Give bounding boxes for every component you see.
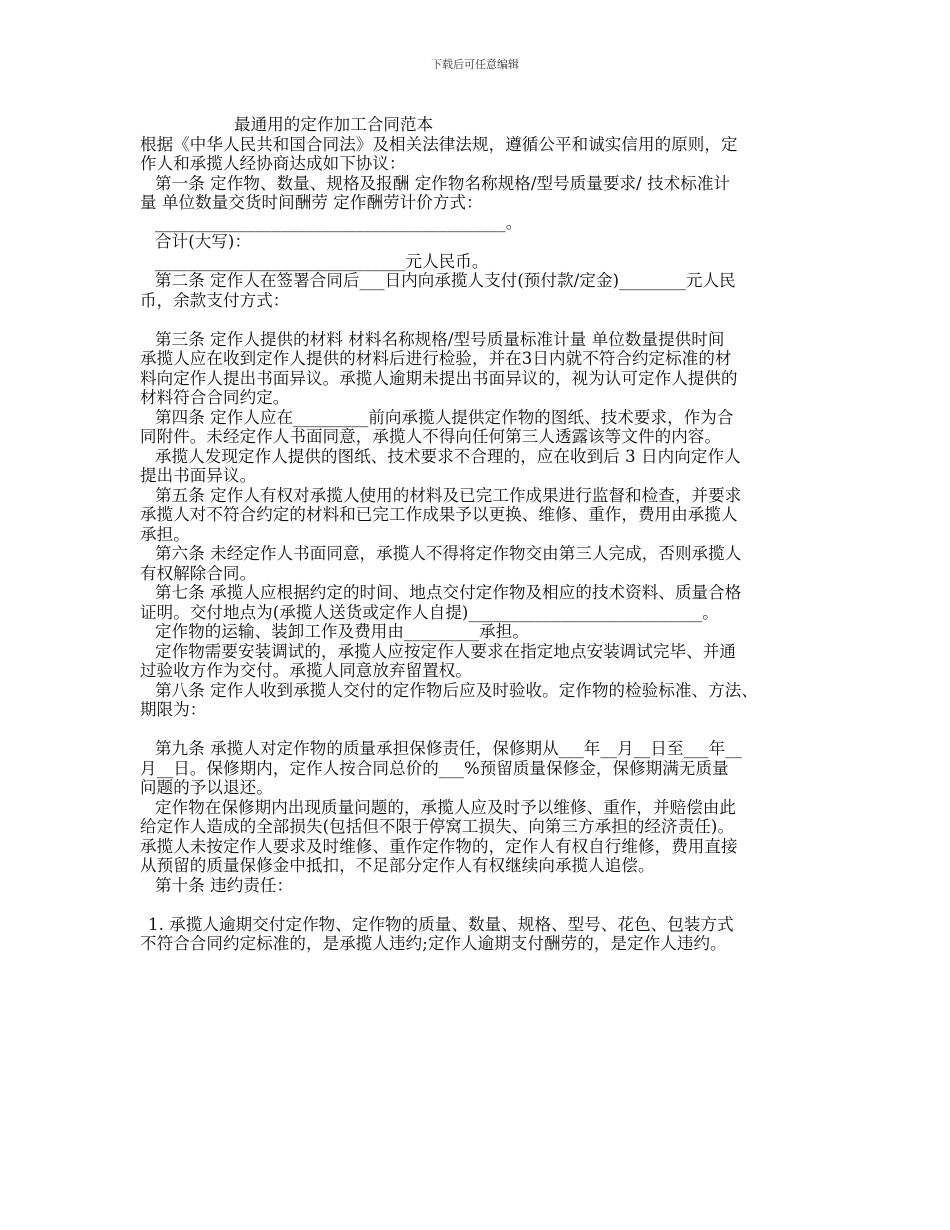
document-body (140, 115, 830, 954)
text-line: 材料符合合同约定。 (140, 388, 290, 407)
text-line: 同附件。未经定作人书面同意，承揽人不得向任何第三人透露该等文件的内容。 (140, 427, 721, 446)
clause-5-heading: 第五条 定作人有权对承揽人使用的材料及已完工作成果进行监督和检查，并要求 (155, 485, 742, 505)
text-line: 承担。 (140, 524, 190, 544)
blank-line (140, 895, 830, 915)
text-line: 定作物的运输、装卸工作及费用由_________承担。 (155, 622, 529, 641)
text-line: 定作物在保修期内出现质量问题的，承揽人应及时予以维修、重作，并赔偿由此 (155, 797, 736, 817)
text-line: 量 单位数量交货时间酬劳 定作酬劳计价方式： (140, 193, 483, 212)
text-line: 币，余款支付方式： (140, 290, 290, 310)
text-line: 承揽人应在收到定作人提供的材料后进行检验，并在3日内就不符合约定标准的材 (140, 349, 732, 368)
clause-10-heading: 第十条 违约责任： (155, 875, 294, 895)
header-note: 下载后可任意编辑 (431, 58, 519, 71)
text-line: 承揽人发现定作人提供的图纸、技术要求不合理的，应在收到后 3 日内向定作人 (155, 446, 741, 466)
text-line: 承揽人对不符合约定的材料和已完工作成果予以更换、维修、重作，费用由承揽人 (140, 505, 738, 524)
text-line: 提出书面异议。 (140, 466, 257, 485)
text-line: 承揽人未按定作人要求及时维修、重作定作物的，定作人有权自行维修，费用直接 (140, 836, 738, 856)
text-line: 作人和承揽人经协商达成如下协议： (140, 154, 406, 173)
blank-fill-line: __________________________________________。 (155, 212, 523, 232)
total-uppercase-label: 合计(大写)： (155, 232, 252, 251)
text-line: 给定作人造成的全部损失(包括但不限于停窝工损失、向第三方承担的经济责任)。 (140, 817, 735, 836)
document-title: 最通用的定作加工合同范本 (234, 115, 434, 134)
text-line: 不符合合同约定标准的，是承揽人违约;定作人逾期支付酬劳的，是定作人违约。 (140, 934, 727, 953)
clause-1-heading: 第一条 定作物、数量、规格及报酬 定作物名称规格/型号质量要求/ 技术标准计 (155, 173, 731, 193)
clause-7-heading: 第七条 承揽人应根据约定的时间、地点交付定作物及相应的技术资料、质量合格 (155, 583, 742, 602)
clause-3-heading: 第三条 定作人提供的材料 材料名称规格/型号质量标准计量 单位数量提供时间 (155, 329, 725, 349)
text-line: 期限为： (140, 700, 207, 719)
clause-9-heading: 第九条 承揽人对定作物的质量承担保修责任，保修期从___年__月__日至___年__ (155, 739, 742, 758)
blank-line (140, 720, 830, 740)
text-line: 从预留的质量保修金中抵扣，不足部分定作人有权继续向承揽人追偿。 (140, 856, 655, 875)
numbered-item-1: 1. 承揽人逾期交付定作物、定作物的质量、数量、规格、型号、花色、包装方式 (148, 914, 734, 934)
clause-8-heading: 第八条 定作人收到承揽人交付的定作物后应及时验收。定作物的检验标准、方法、 (155, 680, 758, 700)
text-line: 问题的予以退还。 (140, 778, 273, 797)
clause-2-heading: 第二条 定作人在签署合同后___日内向承揽人支付(预付款/定金)________元人民 (155, 271, 736, 290)
text-line: 证明。交付地点为(承揽人送货或定作人自提)____________________________。 (140, 602, 719, 622)
text-line: 定作物需要安装调试的，承揽人应按定作人要求在指定地点安装调试完毕、并通 (155, 641, 736, 661)
text-line: 有权解除合同。 (140, 563, 257, 583)
text-line: 料向定作人提出书面异议。承揽人逾期未提出书面异议的，视为认可定作人提供的 (140, 368, 738, 388)
blank-fill-line: ______________________________元人民币。 (155, 251, 489, 271)
clause-4-heading: 第四条 定作人应在_________前向承揽人提供定作物的图纸、技术要求，作为合 (155, 407, 734, 427)
clause-6-heading: 第六条 未经定作人书面同意，承揽人不得将定作物交由第三人完成，否则承揽人 (155, 544, 742, 563)
text-line: 过验收方作为交付。承揽人同意放弃留置权。 (140, 661, 472, 680)
text-line: 月__日。保修期内，定作人按合同总价的___%预留质量保修金，保修期满无质量 (140, 758, 729, 778)
text-line: 根据《中华人民共和国合同法》及相关法律法规，遵循公平和诚实信用的原则，定 (140, 134, 738, 154)
blank-line (140, 310, 830, 330)
